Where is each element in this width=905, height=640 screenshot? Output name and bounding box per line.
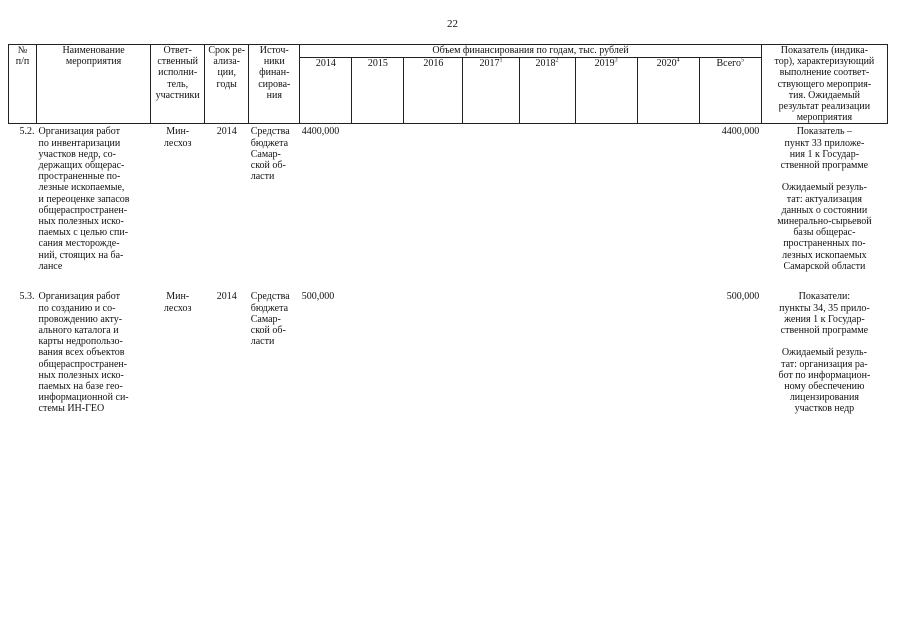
text-line: ции, [217,67,236,79]
text-line: провождению акту- [38,313,123,325]
text-line: бот по информацион- [778,369,871,381]
year-label: 2019 [594,57,615,69]
text-line: пространенные по- [38,171,121,183]
table-row [9,289,888,451]
footnote-mark: 4 [676,57,680,64]
responsible-executor [151,289,205,451]
text-line: Срок ре- [208,45,246,56]
text-line: Наименование [62,45,125,56]
header-responsible [151,45,205,124]
text-line: лезных ископаемых [782,249,867,261]
text-line: ской об- [250,160,286,172]
footnote-mark: 2 [555,57,559,64]
text-line: ния [266,89,282,101]
text-line: ния 1 к Государ- [789,148,860,160]
table-header [9,45,888,124]
text-line: вания всех объектов [38,347,125,359]
text-line: лесхоз [163,137,192,149]
text-line: № [17,45,28,56]
text-line: общераспространен- [38,358,128,370]
year-label: 2015 [367,57,388,69]
year-amount [404,289,463,451]
text-line: тат: актуализация [786,193,862,205]
year-amount [352,124,404,290]
funding-source [249,289,300,451]
activity-name [37,124,151,290]
footnote-mark: 5 [741,57,744,64]
text-line: ственной программе [780,160,869,172]
text-line: финан- [259,67,290,79]
year-amount [637,289,699,451]
text-line: Самарской области [783,260,866,272]
year-label: 2018 [535,57,556,69]
text-line: лесхоз [163,302,192,314]
text-line: Ответ- [163,45,192,56]
year-label: 2017 [479,57,500,69]
text-line: выполнение соответ- [779,67,870,79]
text-line: Средства [250,291,290,303]
header-year [637,57,699,124]
year-amount [637,124,699,290]
text-line: Показатели: [798,291,851,303]
text-line: участники [155,89,200,101]
text-line: участков недр [794,403,855,415]
text-line: сания месторожде- [38,238,120,250]
header-year [575,57,637,124]
year-amount [519,124,575,290]
text-line [763,336,885,347]
text-line: Средства [250,126,290,138]
year-label: 2014 [315,57,336,69]
year-label: 2016 [423,57,444,69]
text-line: общераспространен- [38,204,128,216]
text-line: ласти [250,336,275,348]
text-line: Организация работ [38,291,120,303]
text-line: ному обеспечению [784,381,865,393]
text-line: Ожидаемый резуль- [781,347,867,359]
text-line: по инвентаризации [38,137,121,149]
header-year [300,57,352,124]
header-num [9,45,37,124]
text-line: и переоценке запасов [38,193,130,205]
year-amount [575,124,637,290]
table-body [9,124,888,452]
text-line: минерально-сырьевой [777,216,872,228]
header-year [463,57,519,124]
indicator-result [761,124,887,290]
text-line: участков недр, со- [38,148,116,160]
text-line: Показатель (индика- [780,45,869,56]
text-line: Самар- [250,313,281,325]
funding-table [8,44,888,451]
header-year [404,57,463,124]
text-line: бюджета [250,137,289,149]
text-line: ствующего мероприя- [777,78,872,90]
text-line: паемых на базе гео- [38,381,123,393]
indicator-result [761,289,887,451]
text-line: ники [263,56,285,68]
text-line: годы [216,78,237,90]
text-line: ных полезных иско- [38,216,124,228]
text-line: тор), характеризующий [774,56,875,68]
funding-source [249,124,300,290]
header-term [205,45,249,124]
header-total [699,57,761,124]
text-line: мероприятия [796,112,853,124]
text-line: ской об- [250,325,286,337]
text-line: ний, стоящих на ба- [38,249,124,261]
header-funding: Объем финансирования по годам, тыс. рублей [300,45,761,58]
year-amount: 4400,000 [301,126,340,138]
text-line: ственный [157,56,199,68]
text-line: лицензирования [789,392,859,404]
realization-term: 2014 [216,126,237,138]
text-line: Мин- [166,126,190,138]
responsible-executor [151,124,205,290]
text-line: Самар- [250,148,281,160]
year-label: Всего [716,57,741,69]
year-amount [575,289,637,451]
text-line: ализа- [213,56,241,68]
row-number: 5.3. [19,291,35,303]
text-line: ственной программе [780,325,869,337]
text-line: тель, [167,78,189,90]
total-amount: 4400,000 [721,126,760,138]
activity-name [37,289,151,451]
year-label: 2020 [656,57,677,69]
text-line: пункт 33 приложе- [784,137,865,149]
text-line: результат реализации [778,101,871,113]
footnote-mark: 1 [499,57,503,64]
text-line: мероприятия [65,56,122,68]
text-line: жения 1 к Государ- [784,313,865,325]
text-line: информационной си- [38,392,129,404]
year-amount [519,289,575,451]
text-line: п/п [15,56,30,68]
text-line: пространенных по- [783,238,866,250]
text-line: Мин- [166,291,190,303]
row-number: 5.2. [19,126,35,138]
text-line [763,171,885,182]
header-year [352,57,404,124]
text-line: паемых с целью спи- [38,227,129,239]
text-line: стемы ИН-ГЕО [38,403,105,415]
page-number: 22 [447,18,458,30]
header-year [519,57,575,124]
text-line: карты недропользо- [38,336,123,348]
text-line: Ожидаемый резуль- [781,182,867,194]
text-line: базы общерас- [793,227,856,239]
text-line: лезные ископаемые, [38,182,125,194]
realization-term: 2014 [216,291,237,303]
text-line: лансе [38,260,63,272]
text-line: бюджета [250,302,289,314]
text-line: пункты 34, 35 прило- [779,302,870,314]
text-line: тия. Ожидаемый [788,89,860,101]
text-line: ных полезных иско- [38,369,124,381]
text-line: исполни- [158,67,198,79]
text-line: тат: организация ра- [781,358,868,370]
table-row [9,124,888,290]
year-amount: 500,000 [301,291,335,303]
header-name [37,45,151,124]
year-amount [463,124,519,290]
year-amount [404,124,463,290]
footnote-mark: 3 [614,57,618,64]
text-line: сирова- [258,78,291,90]
total-amount: 500,000 [726,291,760,303]
year-amount [463,289,519,451]
header-source [249,45,300,124]
text-line: Организация работ [38,126,120,138]
text-line: ласти [250,171,275,183]
text-line: держащих общерас- [38,160,125,172]
text-line: по созданию и со- [38,302,116,314]
year-amount [352,289,404,451]
text-line: Показатель – [796,126,853,138]
text-line: ального каталога и [38,325,119,337]
text-line: данных о состоянии [781,204,868,216]
header-indicator [761,45,887,124]
text-line: Источ- [259,45,289,56]
